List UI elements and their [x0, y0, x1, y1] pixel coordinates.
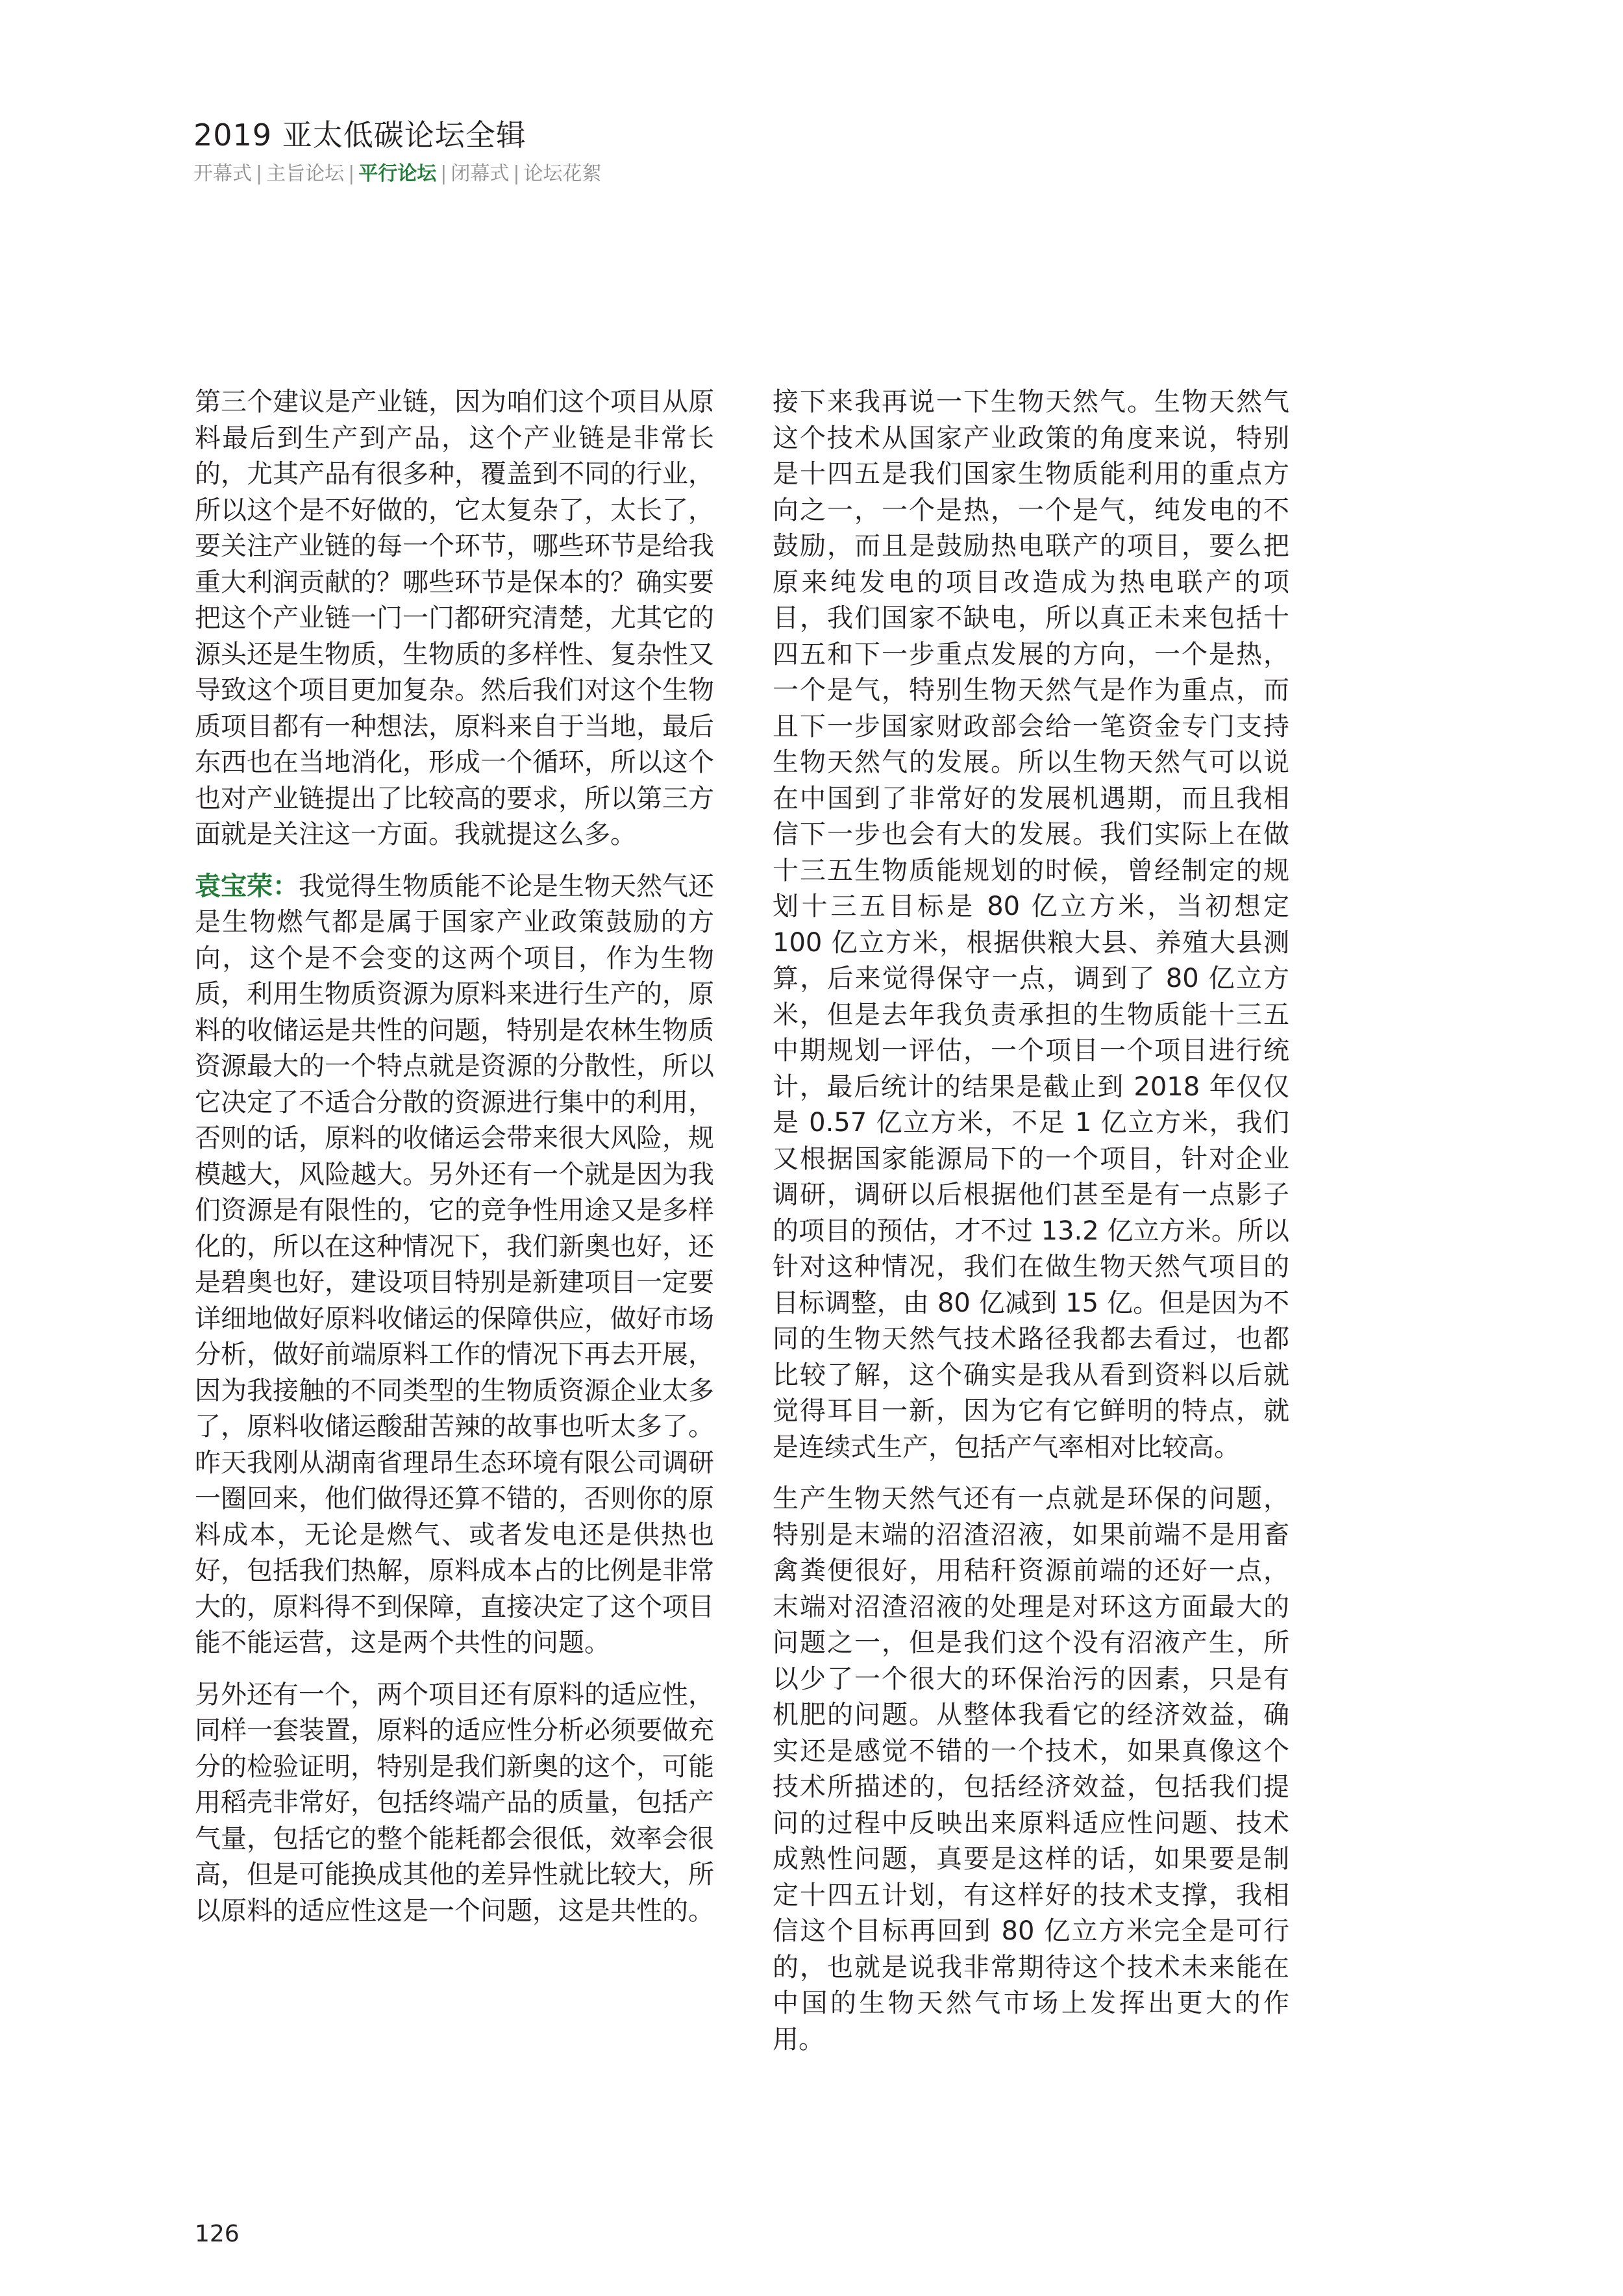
- left-column: [195, 384, 714, 1945]
- nav-item-highlights: 论坛花絮: [523, 162, 602, 185]
- speaker-text: 我觉得生物质能不论是生物天然气还是生物燃气都是属于国家产业政策鼓励的方向，这个是不会变的这两个项目，作为生物质，利用生物质资源为原料来进行生产的，原料的收储运是共性的问题，特别是农林生物质资源最大的一个特点就是资源的分散性，所以它决定了不适合分散的资源进行集中的利用，否则的话，原料的收储运会带来很大风险，规模越大，风险越大。另外还有一个就是因为我们资源是有限性的，它的竞争性用途又是多样化的，所以在这种情况下，我们新奥也好，还是碧奥也好，建设项目特别是新建项目一定要详细地做好原料收储运的保障供应，做好市场分析，做好前端原料工作的情况下再去开展，因为我接触的不同类型的生物质资源企业太多了，原料收储运酸甜苦辣的故事也听太多了。昨天我刚从湖南省理昂生态环境有限公司调研一圈回来，他们做得还算不错的，否则你的原料成本，无论是燃气、或者发电还是供热也好，包括我们热解，原料成本占的比例是非常大的，原料得不到保障，直接决定了这个项目能不能运营，这是两个共性的问题。: [195, 871, 714, 1658]
- nav-separator: |: [256, 162, 263, 185]
- right-column: [773, 384, 1289, 2073]
- nav-separator: |: [440, 162, 447, 185]
- speaker-name: 袁宝荣：: [195, 871, 299, 901]
- nav-item-parallel-forum: 平行论坛: [358, 162, 437, 185]
- paragraph: 接下来我再说一下生物天然气。生物天然气这个技术从国家产业政策的角度来说，特别是十四五是我们国家生物质能利用的重点方向之一，一个是热，一个是气，纯发电的不鼓励，而且是鼓励热电联产的项目，要么把原来纯发电的项目改造成为热电联产的项目，我们国家不缺电，所以真正未来包括十四五和下一步重点发展的方向，一个是热，一个是气，特别生物天然气是作为重点，而且下一步国家财政部会给一笔资金专门支持生物天然气的发展。所以生物天然气可以说在中国到了非常好的发展机遇期，而且我相信下一步也会有大的发展。我们实际上在做十三五生物质能规划的时候，曾经制定的规划十三五目标是 80 亿立方米，当初想定 100 亿立方米，根据供粮大县、养殖大县测算，后来觉得保守一点，调到了 80 亿立方米，但是去年我负责承担的生物质能十三五中期规划一评估，一个项目一个项目进行统计，最后统计的结果是截止到 2018 年仅仅是 0.57 亿立方米，不足 1 亿立方米，我们又根据国家能源局下的一个项目，针对企业调研，调研以后根据他们甚至是有一点影子的项目的预估，才不过 13.2 亿立方米。所以针对这种情况，我们在做生物天然气项目的目标调整，由 80 亿减到 15 亿。但是因为不同的生物天然气技术路径我都去看过，也都比较了解，这个确实是我从看到资料以后就觉得耳目一新，因为它有它鲜明的特点，就是连续式生产，包括产气率相对比较高。: [773, 387, 1289, 1462]
- paragraph: 生产生物天然气还有一点就是环保的问题，特别是末端的沼渣沼液，如果前端不是用畜禽粪便很好，用秸秆资源前端的还好一点，末端对沼渣沼液的处理是对环这方面最大的问题之一，但是我们这个没有沼液产生，所以少了一个很大的环保治污的因素，只是有机肥的问题。从整体我看它的经济效益，确实还是感觉不错的一个技术，如果真像这个技术所描述的，包括经济效益，包括我们提问的过程中反映出来原料适应性问题、技术成熟性问题，真要是这样的话，如果要是制定十四五计划，有这样好的技术支撑，我相信这个目标再回到 80 亿立方米完全是可行的，也就是说我非常期待这个技术未来能在中国的生物天然气市场上发挥出更大的作用。: [773, 1484, 1289, 2054]
- section-nav: [193, 157, 601, 186]
- nav-item-closing: 闭幕式: [451, 162, 510, 185]
- nav-item-keynote: 主旨论坛: [266, 162, 345, 185]
- publication-title: 2019 亚太低碳论坛全辑: [193, 118, 527, 153]
- paragraph-speaker: [195, 869, 714, 1662]
- nav-item-opening: 开幕式: [193, 162, 252, 185]
- paragraph: 另外还有一个，两个项目还有原料的适应性，同样一套装置，原料的适应性分析必须要做充分的检验证明，特别是我们新奥的这个，可能用稻壳非常好，包括终端产品的质量，包括产气量，包括它的整个能耗都会很低，效率会很高，但是可能换成其他的差异性就比较大，所以原料的适应性这是一个问题，这是共性的。: [195, 1679, 714, 1926]
- nav-separator: |: [513, 162, 520, 185]
- page-number: 126: [195, 2221, 240, 2247]
- nav-separator: |: [348, 162, 355, 185]
- paragraph: 第三个建议是产业链，因为咱们这个项目从原料最后到生产到产品，这个产业链是非常长的，尤其产品有很多种，覆盖到不同的行业，所以这个是不好做的，它太复杂了，太长了，要关注产业链的每一个环节，哪些环节是给我重大利润贡献的？哪些环节是保本的？确实要把这个产业链一门一门都研究清楚，尤其它的源头还是生物质，生物质的多样性、复杂性又导致这个项目更加复杂。然后我们对这个生物质项目都有一种想法，原料来自于当地，最后东西也在当地消化，形成一个循环，所以这个也对产业链提出了比较高的要求，所以第三方面就是关注这一方面。我就提这么多。: [195, 387, 714, 849]
